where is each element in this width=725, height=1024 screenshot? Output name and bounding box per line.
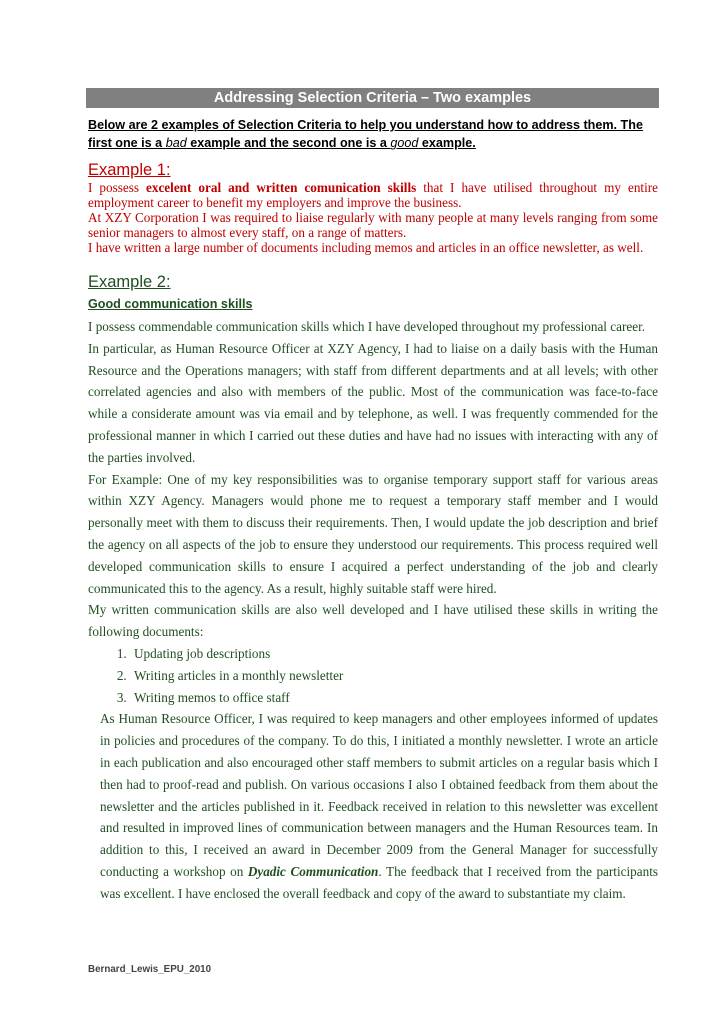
example1-heading: Example 1: (88, 161, 171, 179)
intro-text-3: example. (418, 136, 476, 150)
intro-paragraph (88, 116, 660, 152)
page-title: Addressing Selection Criteria – Two examples (86, 88, 659, 108)
example2-body (88, 316, 658, 905)
footer-label: Bernard_Lewis_EPU_2010 (88, 964, 212, 975)
example1-paragraph-3: I have written a large number of documents including memos and articles in an office newsletter, as well. (88, 240, 644, 255)
intro-text-1: Below are 2 examples of Selection Criteria to help you understand how to address them. The first one is a (88, 118, 643, 150)
list-item: 2. Writing articles in a monthly newsletter (130, 665, 658, 687)
example1-bold-phrase: excelent oral and written comunication skills (146, 180, 417, 195)
example2-paragraph-4: My written communication skills are also well developed and I have utilised these skills in writing the following documents: (88, 602, 658, 640)
workshop-title: Dyadic Communication (247, 863, 379, 879)
example2-subheading: Good communication skills (88, 297, 253, 311)
list-item: 1. Updating job descriptions (130, 643, 658, 665)
list-item: 3. Writing memos to office staff (130, 687, 658, 709)
documents-list (88, 643, 658, 708)
example2-paragraph-2: In particular, as Human Resource Officer at XZY Agency, I had to liaise on a daily basis with the Human Resource and the Operations managers; with staff from different departments and at all levels; with other correlated agencies and also with members of the public. Most of the communication was face-to-face while a considerate amount was via email and by telephone, as well. I was frequently commended for the professional manner in which I carried out these duties and have had no issues with interacting with any of the parties involved. (88, 340, 658, 465)
example2-paragraph-5: As Human Resource Officer, I was required to keep managers and other employees informed of updates in policies and procedures of the company. To do this, I initiated a monthly newsletter. I wrote an article in each publication and also encouraged other staff members to submit articles on a regular basis which I then had to proof-read and publish. On various occasions I also I obtained feedback from them about the newsletter and the articles published in it. Feedback received in relation to this newsletter was excellent and resulted in improved lines of communication between managers and the Human Resources team. In addition to this, I received an award in December 2009 from the General Manager for successfully conducting a workshop on Dyadic Communication. The feedback that I received from the participants was excellent. I have enclosed the overall feedback and copy of the award to substantiate my claim. (100, 711, 658, 901)
example2-paragraph-3: For Example: One of my key responsibilities was to organise temporary support staff for various areas within XZY Agency. Managers would phone me to request a temporary staff member and I would personally meet with them to discuss their requirements. Then, I would update the job description and brief the agency on all aspects of the job to ensure they understood our requirements. This process required well developed communication skills to ensure I acquired a perfect understanding of the job and clearly communicated this to the agency. As a result, highly suitable staff were hired. (88, 471, 658, 596)
example2-paragraph-1: I possess commendable communication skills which I have developed throughout my professional career. (88, 319, 646, 334)
intro-text-2: example and the second one is a (186, 136, 391, 150)
intro-bad-word: bad (165, 136, 187, 150)
example1-body (88, 180, 658, 255)
example1-paragraph-2: At XZY Corporation I was required to liaise regularly with many people at many levels ranging from some senior managers to almost every staff, on a range of matters. (88, 210, 658, 240)
intro-good-word: good (390, 136, 419, 150)
example1-paragraph-1: I possess excelent oral and written comunication skills that I have utilised throughout my entire employment career to benefit my employers and improve the business. (88, 180, 658, 210)
example2-heading: Example 2: (88, 273, 171, 291)
